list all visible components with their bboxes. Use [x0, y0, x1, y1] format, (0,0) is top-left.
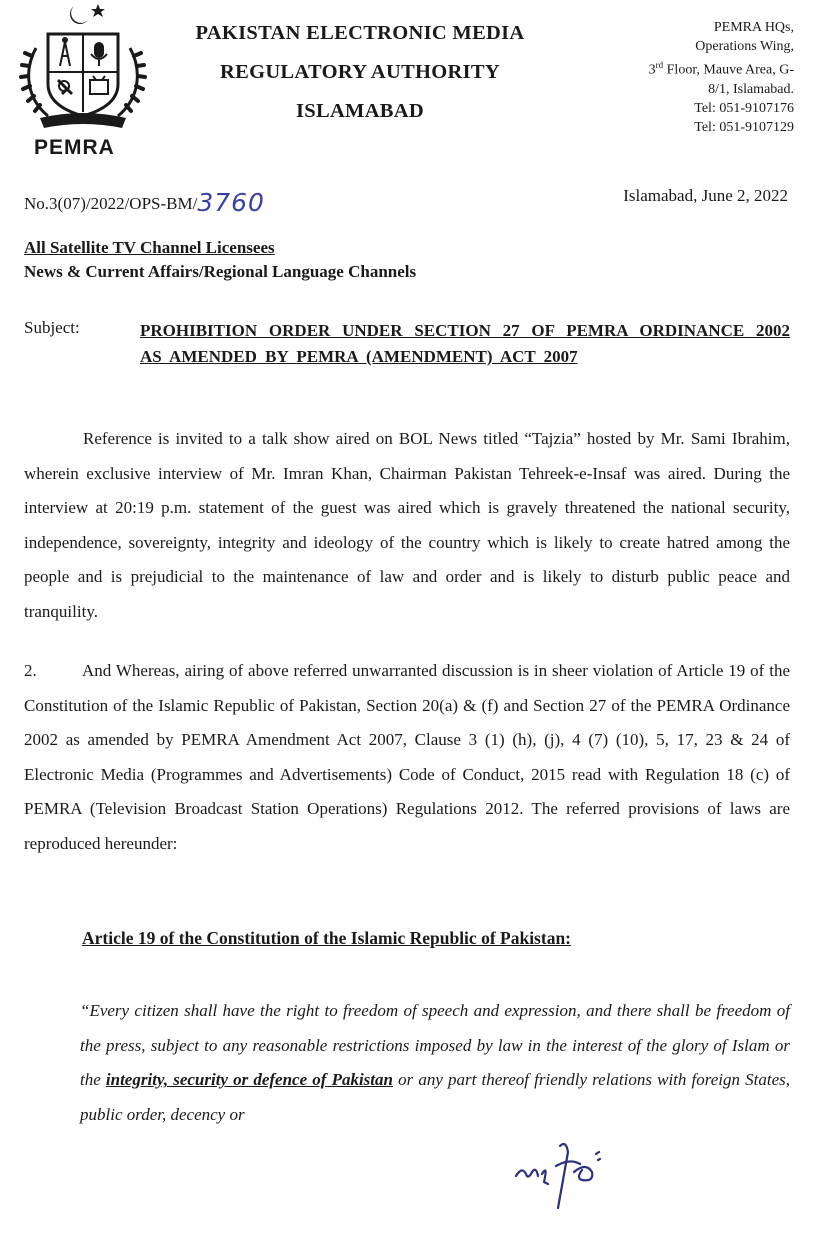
address-line-4: 8/1, Islamabad. — [708, 81, 794, 97]
address-block — [574, 18, 794, 137]
addressee-line-2: News & Current Affairs/Regional Language Channels — [24, 262, 417, 281]
quote-emphasis: integrity, security or defence of Pakistan — [105, 1070, 393, 1090]
address-line-6: Tel: 051-9107129 — [694, 119, 794, 135]
paragraph-2 — [24, 654, 790, 862]
address-line-1: PEMRA HQs, — [713, 20, 794, 35]
article-heading: Article 19 of the Constitution of the Islamic Republic of Pakistan: — [82, 928, 572, 948]
organization-title — [150, 14, 570, 131]
org-line-3: ISLAMABAD — [296, 100, 424, 122]
reference-number — [24, 186, 265, 215]
paragraph-1: Reference is invited to a talk show aired on BOL News titled “Tajzia” hosted by Mr. Sami Ibrahim, wherein exclusive interview of Mr. Imran Khan, Chairman Pakistan Tehreek-e-Insaf was aired. During the interview at 20:19 p.m. statement of the guest was aired which is gravely threatened the national security, independence, sovereignty, integrity and ideology of the country which is likely to create hatred among the people and is prejudicial to the maintenance of law and order and is likely to disturb public peace and tranquility. — [24, 429, 790, 621]
pemra-emblem-icon — [18, 0, 148, 136]
paragraph-2-text: And Whereas, airing of above referred unwarranted discussion is in sheer violation of Article 19 of the Constitution of the Islamic Republic of Pakistan, Section 20(a) & (f) and Section 27 of the PEMRA Ordinance 2002 as amended by PEMRA Amendment Act 2007, Clause 3 (1) (h), (j), 4 (7) (10), 5, 17, 23 & 24 of Electronic Media (Programmes and Advertisements) Code of Conduct, 2015 read with Regulation 18 (c) of PEMRA (Television Broadcast Station Operations) Regulations 2012. The referred provisions of laws are reproduced hereunder: — [24, 661, 790, 853]
pemra-logo — [18, 0, 148, 160]
reference-prefix: No.3(07)/2022/OPS-BM/ — [24, 194, 198, 213]
org-line-1: PAKISTAN ELECTRONIC MEDIA — [195, 22, 525, 44]
paragraph-2-number: 2. — [24, 661, 37, 680]
handwritten-initials — [508, 1136, 618, 1216]
signature-icon — [508, 1136, 618, 1216]
subject-text: PROHIBITION ORDER UNDER SECTION 27 OF PEMRA ORDINANCE 2002 AS AMENDED BY PEMRA (AMENDMENT) ACT 2007 — [140, 321, 790, 366]
address-line-3: 3rd Floor, Mauve Area, G- — [648, 60, 794, 78]
address-line-2: Operations Wing, — [695, 39, 794, 54]
addressee-line-1: All Satellite TV Channel Licensees — [24, 238, 275, 257]
logo-text: PEMRA — [34, 136, 115, 159]
handwritten-number: 3760 — [197, 188, 265, 217]
article-quote: “Every citizen shall have the right to freedom of speech and expression, and there shall be freedom of the press, subject to any reasonable restrictions imposed by law in the interest of the glory of Islam or the integrity, security or defence of Pakistan or any part thereof friendly relations with foreign States, public order, decency or — [80, 1001, 790, 1124]
address-line-5: Tel: 051-9107176 — [694, 100, 794, 116]
org-line-2: REGULATORY AUTHORITY — [220, 61, 500, 83]
addressee — [24, 236, 416, 284]
subject-label: Subject: — [24, 318, 80, 337]
letter-date: Islamabad, June 2, 2022 — [623, 186, 788, 205]
